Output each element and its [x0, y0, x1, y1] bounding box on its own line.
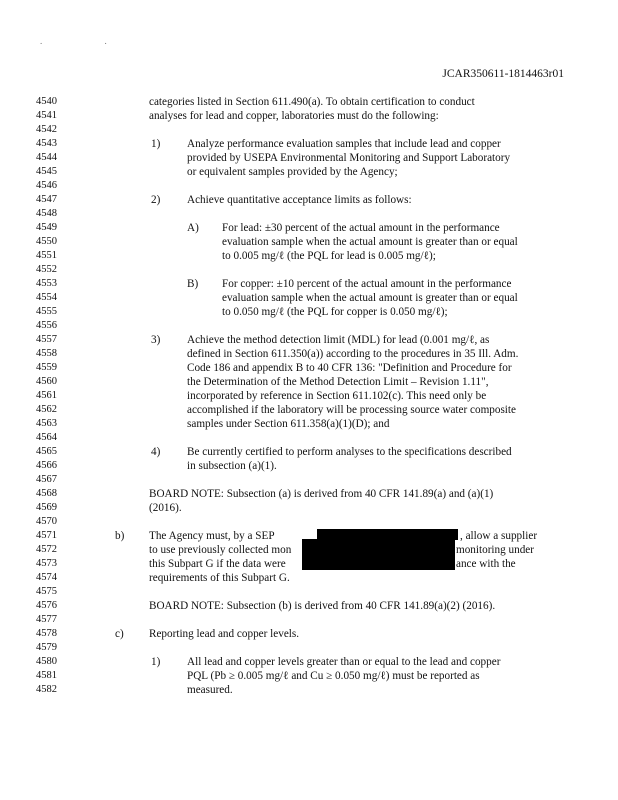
- line-number: 4546: [36, 180, 57, 191]
- line-number: 4550: [36, 236, 57, 247]
- line-number: 4570: [36, 516, 57, 527]
- line-number: 4568: [36, 488, 57, 499]
- line-number: 4577: [36, 614, 57, 625]
- body-line: or equivalent samples provided by the Agency;: [187, 166, 398, 178]
- body-line: evaluation sample when the actual amount is greater than or equal: [222, 236, 518, 248]
- body-line: Code 186 and appendix B to 40 CFR 136: "Definition and Procedure for: [187, 362, 512, 374]
- body-line: to use previously collected mon: [149, 544, 292, 556]
- body-line: For copper: ±10 percent of the actual amount in the performance: [222, 278, 512, 290]
- item-number: 1): [151, 138, 161, 150]
- line-number: 4559: [36, 362, 57, 373]
- line-number: 4544: [36, 152, 57, 163]
- line-number: 4579: [36, 642, 57, 653]
- line-number: 4543: [36, 138, 57, 149]
- body-line: accomplished if the laboratory will be processing source water composite: [187, 404, 516, 416]
- body-line: ance with the: [456, 558, 516, 570]
- line-number: 4575: [36, 586, 57, 597]
- line-number: 4561: [36, 390, 57, 401]
- line-number: 4567: [36, 474, 57, 485]
- board-note: BOARD NOTE: Subsection (b) is derived from 40 CFR 141.89(a)(2) (2016).: [149, 600, 496, 612]
- body-line: Be currently certified to perform analyses to the specifications described: [187, 446, 512, 458]
- body-line: samples under Section 611.358(a)(1)(D); and: [187, 418, 390, 430]
- line-number: 4552: [36, 264, 57, 275]
- item-number: 1): [151, 656, 161, 668]
- line-number: 4571: [36, 530, 57, 541]
- body-line: this Subpart G if the data were: [149, 558, 286, 570]
- line-number: 4551: [36, 250, 57, 261]
- line-number: 4562: [36, 404, 57, 415]
- body-line: to 0.005 mg/ℓ (the PQL for lead is 0.005 mg/ℓ);: [222, 250, 436, 262]
- line-number: 4549: [36, 222, 57, 233]
- body-line: monitoring under: [456, 544, 534, 556]
- line-number: 4557: [36, 334, 57, 345]
- line-number: 4576: [36, 600, 57, 611]
- body-line: evaluation sample when the actual amount is greater than or equal: [222, 292, 518, 304]
- line-number: 4578: [36, 628, 57, 639]
- line-number: 4540: [36, 96, 57, 107]
- line-number: 4563: [36, 418, 57, 429]
- board-note: (2016).: [149, 502, 182, 514]
- body-line: measured.: [187, 684, 233, 696]
- line-number: 4553: [36, 278, 57, 289]
- line-number: 4555: [36, 306, 57, 317]
- board-note: BOARD NOTE: Subsection (a) is derived from 40 CFR 141.89(a) and (a)(1): [149, 488, 494, 500]
- body-line: The Agency must, by a SEP: [149, 530, 275, 542]
- line-number: 4556: [36, 320, 57, 331]
- line-number: 4582: [36, 684, 57, 695]
- body-line: Achieve quantitative acceptance limits as follows:: [187, 194, 412, 206]
- item-number: B): [187, 278, 199, 290]
- body-line: categories listed in Section 611.490(a). To obtain certification to conduct: [149, 96, 475, 108]
- line-number: 4565: [36, 446, 57, 457]
- line-number: 4554: [36, 292, 57, 303]
- item-number: 4): [151, 446, 161, 458]
- line-number: 4564: [36, 432, 57, 443]
- item-number: 3): [151, 334, 161, 346]
- line-number: 4560: [36, 376, 57, 387]
- line-number: 4566: [36, 460, 57, 471]
- body-line: to 0.050 mg/ℓ (the PQL for copper is 0.050 mg/ℓ);: [222, 306, 448, 318]
- line-number: 4547: [36, 194, 57, 205]
- line-number: 4572: [36, 544, 57, 555]
- body-line: provided by USEPA Environmental Monitoring and Support Laboratory: [187, 152, 511, 164]
- body-line: requirements of this Subpart G.: [149, 572, 290, 584]
- line-number: 4574: [36, 572, 57, 583]
- item-number: 2): [151, 194, 161, 206]
- scan-specks: . .: [40, 36, 137, 46]
- body-line: defined in Section 611.350(a)) according to the procedures in 35 Ill. Adm.: [187, 348, 519, 360]
- line-number: 4545: [36, 166, 57, 177]
- body-line: Analyze performance evaluation samples that include lead and copper: [187, 138, 501, 150]
- body-line: Achieve the method detection limit (MDL) for lead (0.001 mg/ℓ, as: [187, 334, 490, 346]
- body-line: the Determination of the Method Detection Limit – Revision 1.11",: [187, 376, 489, 388]
- document-id: JCAR350611-1814463r01: [442, 68, 564, 80]
- body-line: Reporting lead and copper levels.: [149, 628, 300, 640]
- line-number: 4541: [36, 110, 57, 121]
- body-line: analyses for lead and copper, laboratories must do the following:: [149, 110, 439, 122]
- line-number: 4581: [36, 670, 57, 681]
- line-number: 4542: [36, 124, 57, 135]
- redaction-block: [302, 539, 455, 570]
- line-number: 4573: [36, 558, 57, 569]
- body-line: , allow a supplier: [460, 530, 538, 542]
- body-line: PQL (Pb ≥ 0.005 mg/ℓ and Cu ≥ 0.050 mg/ℓ) must be reported as: [187, 670, 480, 682]
- body-line: incorporated by reference in Section 611.102(c). This need only be: [187, 390, 487, 402]
- body-line: For lead: ±30 percent of the actual amount in the performance: [222, 222, 500, 234]
- line-number: 4569: [36, 502, 57, 513]
- item-number: A): [187, 222, 199, 234]
- line-number: 4558: [36, 348, 57, 359]
- line-number: 4580: [36, 656, 57, 667]
- body-line: in subsection (a)(1).: [187, 460, 277, 472]
- body-line: All lead and copper levels greater than or equal to the lead and copper: [187, 656, 501, 668]
- item-number: c): [115, 628, 124, 640]
- item-number: b): [115, 530, 125, 542]
- line-number: 4548: [36, 208, 57, 219]
